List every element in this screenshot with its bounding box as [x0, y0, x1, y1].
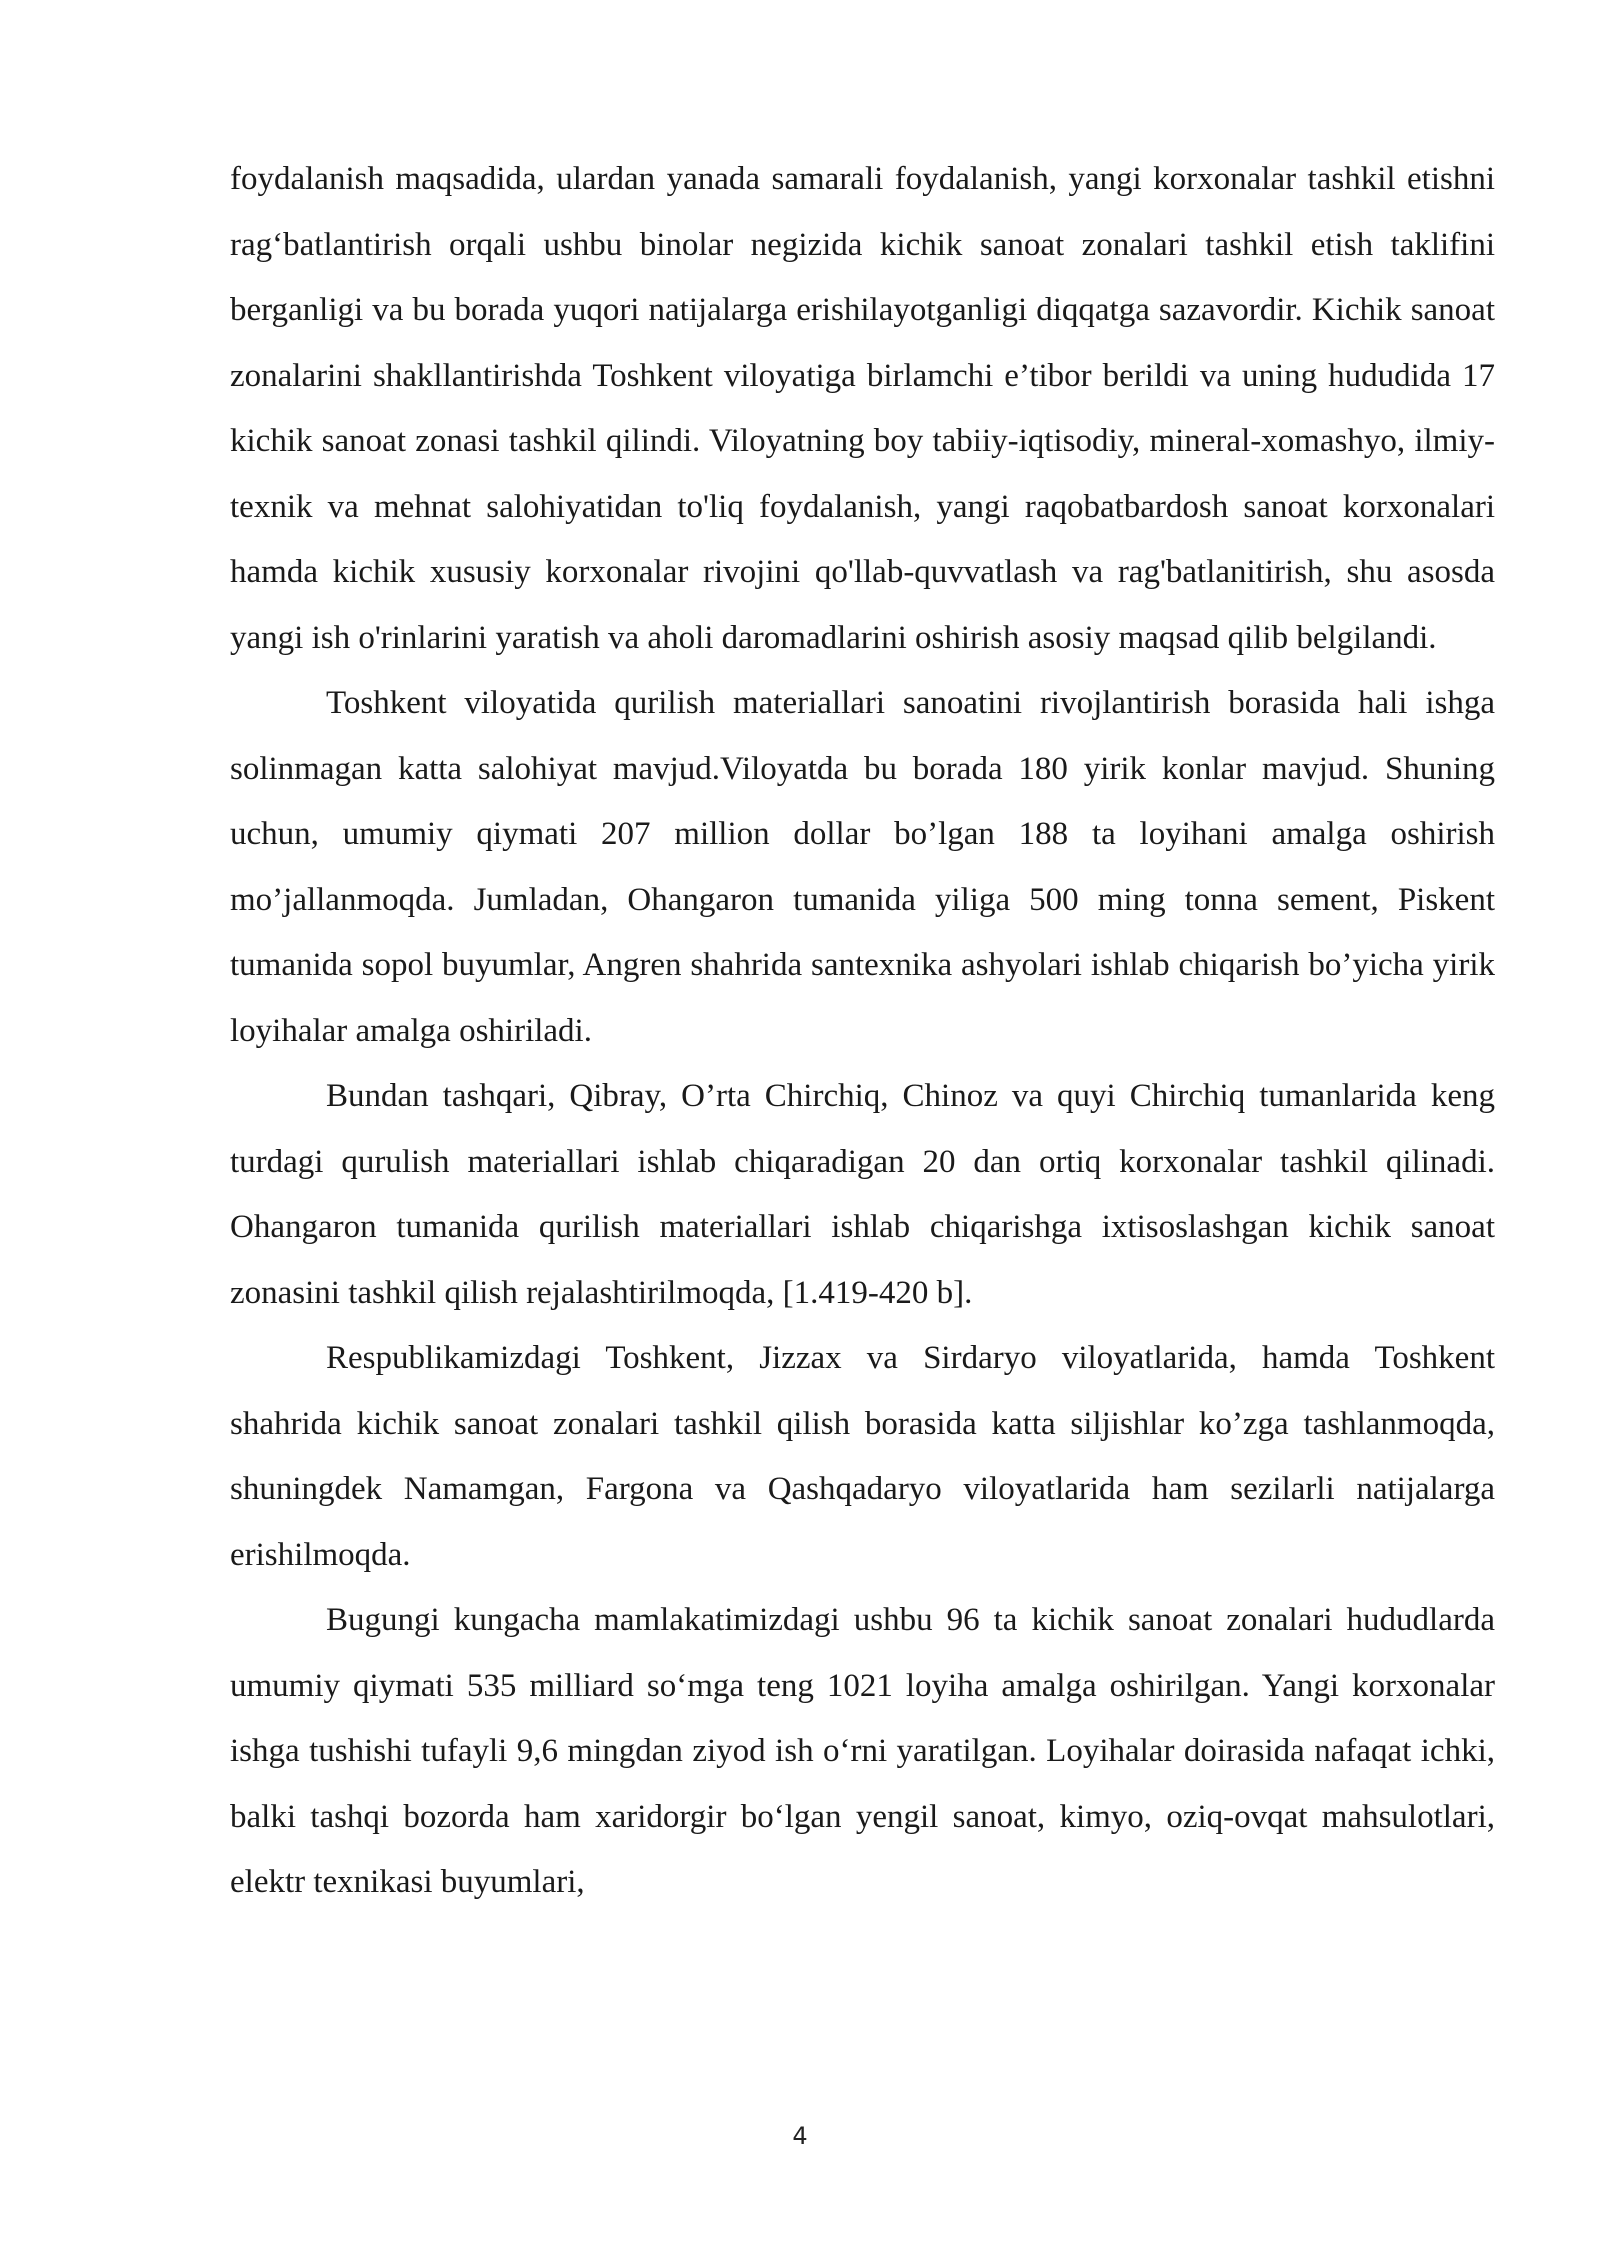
- paragraph-regions: Respublikamizdagi Toshkent, Jizzax va Sirdaryo viloyatlarida, hamda Toshkent shahrida kichik sanoat zonalari tashkil qilish borasida katta siljishlar ko’zga tashlanmoqda, shuningdek Namamgan, Fargona va Qashqadaryo viloyatlarida ham sezilarli natijalarga erishilmoqda.: [230, 1340, 1495, 1573]
- page-body: [230, 147, 1495, 1916]
- paragraph-districts: Bundan tashqari, Qibray, O’rta Chirchiq, Chinoz va quyi Chirchiq tumanlarida keng turdagi qurulish materiallari ishlab chiqaradigan 20 dan ortiq korxonalar tashkil qilinadi. Ohangaron tumanida qurilish materiallari ishlab chiqarishga ixtisoslashgan kichik sanoat zonasini tashkil qilish rejalashtirilmoqda, [1.419-420 b].: [230, 1078, 1495, 1311]
- paragraph-results: Bugungi kungacha mamlakatimizdagi ushbu 96 ta kichik sanoat zonalari hududlarda umumiy qiymati 535 milliard so‘mga teng 1021 loyiha amalga oshirilgan. Yangi korxonalar ishga tushishi tufayli 9,6 mingdan ziyod ish o‘rni yaratilgan. Loyihalar doirasida nafaqat ichki, balki tashqi bozorda ham xaridorgir bo‘lgan yengil sanoat, kimyo, oziq-ovqat mahsulotlari, elektr texnikasi buyumlari,: [230, 1602, 1495, 1900]
- paragraph-continuation: foydalanish maqsadida, ulardan yanada samarali foydalanish, yangi korxonalar tashkil etishni rag‘batlantirish orqali ushbu binolar negizida kichik sanoat zonalari tashkil etish taklifini berganligi va bu borada yuqori natijalarga erishilayotganligi diqqatga sazavordir. Kichik sanoat zonalarini shakllantirishda Toshkent viloyatiga birlamchi e’tibor berildi va uning hududida 17 kichik sanoat zonasi tashkil qilindi. Viloyatning boy tabiiy-iqtisodiy, mineral-xomashyo, ilmiy-texnik va mehnat salohiyatidan to'liq foydalanish, yangi raqobatbardosh sanoat korxonalari hamda kichik xususiy korxonalar rivojini qo'llab-quvvatlash va rag'batlanitirish, shu asosda yangi ish o'rinlarini yaratish va aholi daromadlarini oshirish asosiy maqsad qilib belgilandi.: [230, 161, 1495, 656]
- page-number: 4: [792, 2122, 808, 2150]
- paragraph-construction-materials: Toshkent viloyatida qurilish materiallari sanoatini rivojlantirish borasida hali ishga solinmagan katta salohiyat mavjud.Viloyatda bu borada 180 yirik konlar mavjud. Shuning uchun, umumiy qiymati 207 million dollar bo’lgan 188 ta loyihani amalga oshirish mo’jallanmoqda. Jumladan, Ohangaron tumanida yiliga 500 ming tonna sement, Piskent tumanida sopol buyumlar, Angren shahrida santexnika ashyolari ishlab chiqarish bo’yicha yirik loyihalar amalga oshiriladi.: [230, 685, 1495, 1049]
